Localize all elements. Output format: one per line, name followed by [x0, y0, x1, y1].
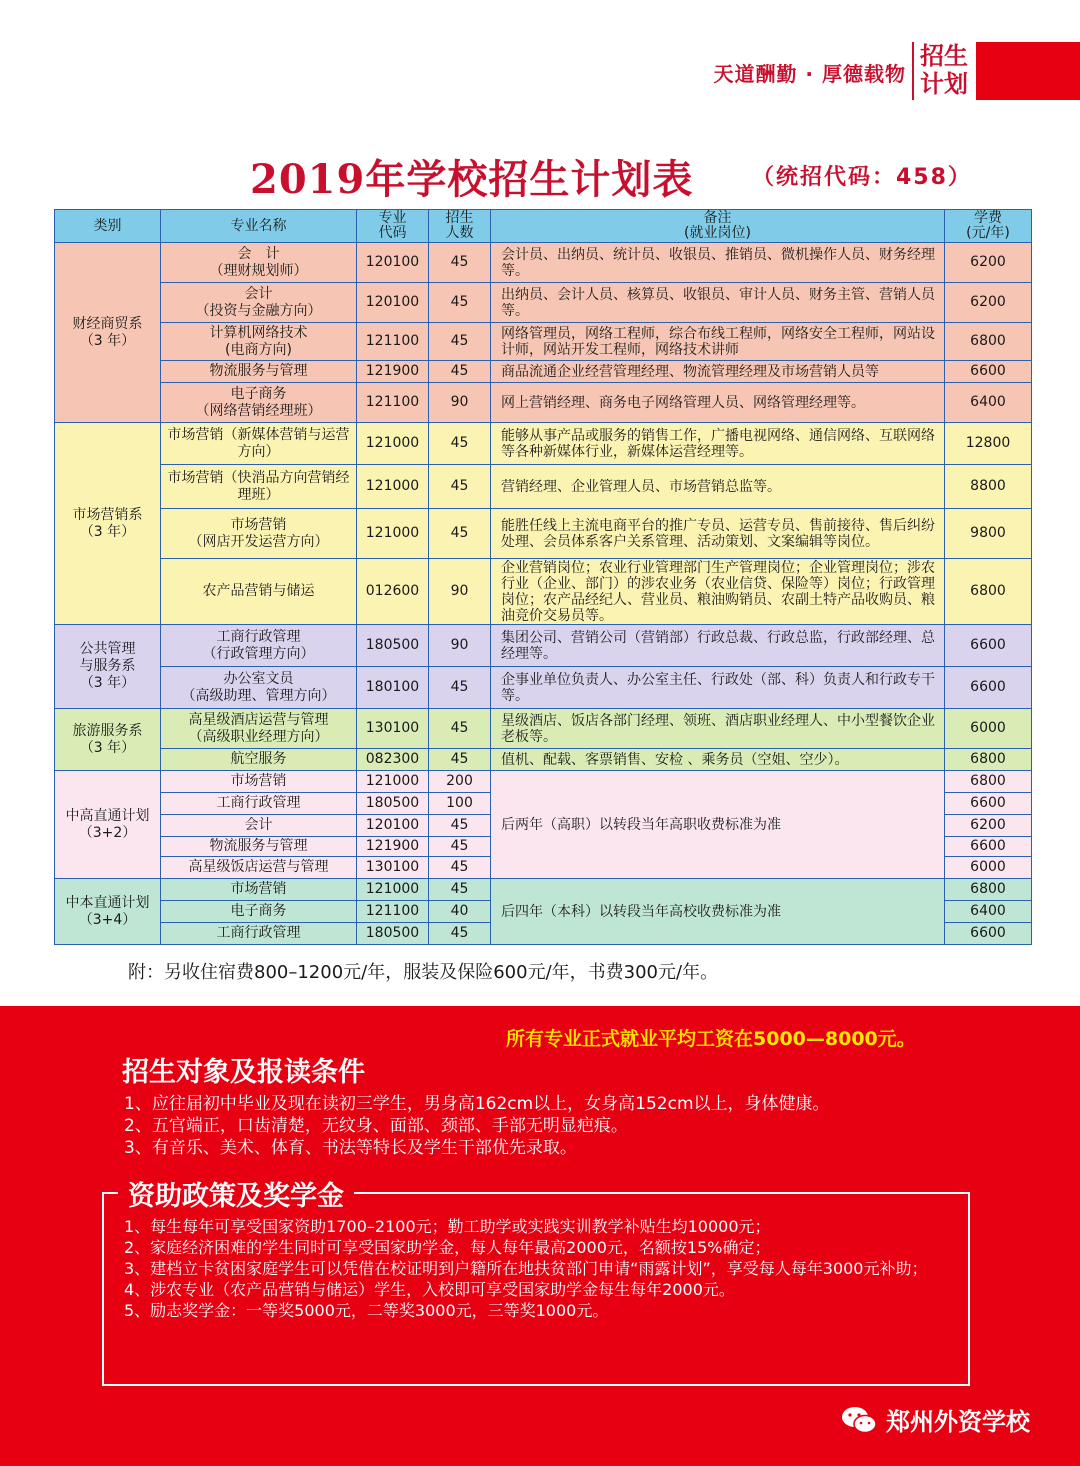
tuition-cell: 6600 [945, 837, 1032, 857]
enrollment-count-cell: 45 [429, 243, 491, 283]
table-row [55, 323, 1032, 361]
major-code-cell: 120100 [357, 815, 429, 837]
note-cell: 能够从事产品或服务的销售工作，广播电视网络、通信网络、互联网络等各种新媒体行业，新媒体运营经理等。 [491, 423, 945, 465]
tuition-cell: 6400 [945, 383, 1032, 423]
list-item: 5、励志奖学金：一等奖5000元，二等奖3000元，三等奖1000元。 [124, 1301, 609, 1320]
major-name-cell: 物流服务与管理 [161, 361, 357, 383]
enrollment-count-cell: 45 [429, 361, 491, 383]
enrollment-count-cell: 90 [429, 625, 491, 667]
note-cell: 网上营销经理、商务电子网络管理人员、网络管理经理等。 [491, 383, 945, 423]
note-cell: 值机、配载、客票销售、安检 、乘务员（空姐、空少）。 [491, 749, 945, 771]
major-name-cell: 电子商务 （网络营销经理班） [161, 383, 357, 423]
page-subtitle: （统招代码：458） [752, 165, 972, 190]
major-code-cell: 121000 [357, 879, 429, 901]
major-name-cell: 电子商务 [161, 901, 357, 923]
header-motto: 天道酬勤 · 厚德载物 [713, 62, 906, 86]
enrollment-count-cell: 100 [429, 793, 491, 815]
footnote: 附：另收住宿费800–1200元/年，服装及保险600元/年，书费300元/年。 [128, 962, 719, 983]
section2-title: 资助政策及奖学金 [118, 1174, 354, 1213]
note-cell: 商品流通企业经营管理经理、物流管理经理及市场营销人员等 [491, 361, 945, 383]
major-name-cell: 农产品营销与储运 [161, 559, 357, 625]
tuition-cell: 6800 [945, 559, 1032, 625]
column-header: 学费 (元/年) [945, 210, 1032, 243]
table-row [55, 423, 1032, 465]
category-cell: 中高直通计划 （3+2） [55, 771, 161, 879]
major-code-cell: 130100 [357, 709, 429, 749]
tuition-cell: 12800 [945, 423, 1032, 465]
tuition-cell: 9800 [945, 509, 1032, 559]
category-cell: 市场营销系 （3 年） [55, 423, 161, 625]
major-code-cell: 012600 [357, 559, 429, 625]
major-code-cell: 130100 [357, 857, 429, 879]
list-item: 2、家庭经济困难的学生同时可享受国家助学金，每人每年最高2000元，名额按15%确定； [124, 1238, 771, 1257]
note-cell: 企业营销岗位；农业行业管理部门生产管理岗位；企业管理岗位；涉农行业（企业、部门）的涉农业务（农业信贷、保险等）岗位；行政管理岗位；农产品经纪人、营业员、粮油购销员、农副土特产品收购员、粮油竞价交易员等。 [491, 559, 945, 625]
major-name-cell: 市场营销（新媒体营销与运营方向） [161, 423, 357, 465]
list-item: 4、涉农专业（农产品营销与储运）学生，入校即可享受国家助学金每生每年2000元。 [124, 1280, 735, 1299]
enrollment-count-cell: 45 [429, 667, 491, 709]
enrollment-count-cell: 90 [429, 383, 491, 423]
table-row [55, 667, 1032, 709]
note-cell: 后两年（高职）以转段当年高职收费标准为准 [491, 771, 945, 879]
major-name-cell: 市场营销 [161, 879, 357, 901]
note-cell: 能胜任线上主流电商平台的推广专员、运营专员、售前接待、售后纠纷处理、会员体系客户关系管理、活动策划、文案编辑等岗位。 [491, 509, 945, 559]
enrollment-count-cell: 45 [429, 879, 491, 901]
note-cell: 网络管理员，网络工程师，综合布线工程师，网络安全工程师，网站设计师，网站开发工程师，网络技术讲师 [491, 323, 945, 361]
table-row [55, 625, 1032, 667]
major-code-cell: 180500 [357, 923, 429, 945]
enrollment-count-cell: 45 [429, 465, 491, 509]
tuition-cell: 6200 [945, 243, 1032, 283]
note-cell: 出纳员、会计人员、核算员、收银员、审计人员、财务主管、营销人员等。 [491, 283, 945, 323]
enrollment-count-cell: 45 [429, 323, 491, 361]
column-header: 专业 代码 [357, 210, 429, 243]
tuition-cell: 6000 [945, 857, 1032, 879]
category-cell: 中本直通计划 （3+4） [55, 879, 161, 945]
major-name-cell: 办公室文员 （高级助理、管理方向） [161, 667, 357, 709]
major-code-cell: 121900 [357, 837, 429, 857]
list-item: 1、应往届初中毕业及现在读初三学生，男身高162cm以上，女身高152cm以上，身体健康。 [124, 1094, 830, 1114]
table-row [55, 283, 1032, 323]
major-name-cell: 工商行政管理 [161, 923, 357, 945]
header-divider [912, 42, 914, 100]
major-code-cell: 121100 [357, 383, 429, 423]
enrollment-count-cell: 45 [429, 709, 491, 749]
wechat-icon [840, 1405, 878, 1435]
tuition-cell: 6800 [945, 749, 1032, 771]
table-row [55, 509, 1032, 559]
major-code-cell: 121100 [357, 901, 429, 923]
header-red-block [976, 42, 1080, 100]
table-row [55, 383, 1032, 423]
enrollment-count-cell: 90 [429, 559, 491, 625]
major-code-cell: 082300 [357, 749, 429, 771]
list-item: 2、五官端正，口齿清楚，无纹身、面部、颈部、手部无明显疤痕。 [124, 1116, 628, 1136]
enrollment-count-cell: 40 [429, 901, 491, 923]
major-code-cell: 121900 [357, 361, 429, 383]
tuition-cell: 6600 [945, 361, 1032, 383]
enrollment-count-cell: 45 [429, 837, 491, 857]
header-tag-line1: 招生 [920, 41, 968, 70]
major-name-cell: 会 计 （理财规划师） [161, 243, 357, 283]
note-cell: 企事业单位负责人、办公室主任、行政处（部、科）负责人和行政专干等。 [491, 667, 945, 709]
major-name-cell: 市场营销 （网店开发运营方向） [161, 509, 357, 559]
table-row [55, 243, 1032, 283]
note-cell: 后四年（本科）以转段当年高校收费标准为准 [491, 879, 945, 945]
section1-list [124, 1093, 830, 1159]
category-cell: 公共管理 与服务系 （3 年） [55, 625, 161, 709]
enrollment-count-cell: 45 [429, 749, 491, 771]
table-row [55, 879, 1032, 901]
enrollment-table [54, 209, 1032, 945]
major-name-cell: 市场营销 [161, 771, 357, 793]
major-code-cell: 121000 [357, 509, 429, 559]
major-name-cell: 会计 [161, 815, 357, 837]
column-header: 类别 [55, 210, 161, 243]
table-row [55, 361, 1032, 383]
major-code-cell: 121000 [357, 423, 429, 465]
tuition-cell: 6600 [945, 793, 1032, 815]
major-name-cell: 工商行政管理 （行政管理方向） [161, 625, 357, 667]
note-cell: 集团公司、营销公司（营销部）行政总裁、行政总监，行政部经理、总经理等。 [491, 625, 945, 667]
major-name-cell: 计算机网络技术 (电商方向) [161, 323, 357, 361]
enrollment-count-cell: 45 [429, 423, 491, 465]
note-cell: 营销经理、企业管理人员、市场营销总监等。 [491, 465, 945, 509]
major-code-cell: 121000 [357, 771, 429, 793]
table-row [55, 749, 1032, 771]
enrollment-count-cell: 45 [429, 923, 491, 945]
major-name-cell: 物流服务与管理 [161, 837, 357, 857]
brand-name: 郑州外资学校 [886, 1408, 1030, 1436]
tuition-cell: 8800 [945, 465, 1032, 509]
major-code-cell: 180500 [357, 793, 429, 815]
enrollment-count-cell: 200 [429, 771, 491, 793]
enrollment-count-cell: 45 [429, 283, 491, 323]
enrollment-count-cell: 45 [429, 857, 491, 879]
enrollment-count-cell: 45 [429, 815, 491, 837]
major-code-cell: 180100 [357, 667, 429, 709]
major-code-cell: 121100 [357, 323, 429, 361]
category-cell: 旅游服务系 （3 年） [55, 709, 161, 771]
list-item: 3、有音乐、美术、体育、书法等特长及学生干部优先录取。 [124, 1138, 577, 1158]
major-name-cell: 市场营销（快消品方向营销经理班） [161, 465, 357, 509]
category-cell: 财经商贸系 （3 年） [55, 243, 161, 423]
major-name-cell: 高星级酒店运营与管理 （高级职业经理方向） [161, 709, 357, 749]
tuition-cell: 6400 [945, 901, 1032, 923]
column-header: 备注 (就业岗位) [491, 210, 945, 243]
header-tag [920, 42, 976, 100]
list-item: 3、建档立卡贫困家庭学生可以凭借在校证明到户籍所在地扶贫部门申请“雨露计划”，享受每人每年3000元补助； [124, 1259, 928, 1278]
major-code-cell: 120100 [357, 283, 429, 323]
major-name-cell: 工商行政管理 [161, 793, 357, 815]
tuition-cell: 6600 [945, 625, 1032, 667]
note-cell: 星级酒店、饭店各部门经理、领班、酒店职业经理人、中小型餐饮企业老板等。 [491, 709, 945, 749]
major-code-cell: 121000 [357, 465, 429, 509]
table-row [55, 709, 1032, 749]
enrollment-count-cell: 45 [429, 509, 491, 559]
wage-banner: 所有专业正式就业平均工资在5000—8000元。 [506, 1028, 916, 1050]
section2-list [124, 1216, 954, 1321]
list-item: 1、每生每年可享受国家资助1700–2100元；勤工助学或实践实训教学补贴生均10000元； [124, 1217, 771, 1236]
table-row [55, 559, 1032, 625]
table-header-row [55, 210, 1032, 243]
tuition-cell: 6000 [945, 709, 1032, 749]
tuition-cell: 6600 [945, 667, 1032, 709]
header-tag-line2: 计划 [920, 69, 968, 98]
major-name-cell: 会计 （投资与金融方向） [161, 283, 357, 323]
column-header: 招生 人数 [429, 210, 491, 243]
major-name-cell: 高星级饭店运营与管理 [161, 857, 357, 879]
major-code-cell: 180500 [357, 625, 429, 667]
tuition-cell: 6800 [945, 323, 1032, 361]
brand [840, 1402, 1030, 1437]
table-row [55, 465, 1032, 509]
tuition-cell: 6200 [945, 283, 1032, 323]
tuition-cell: 6200 [945, 815, 1032, 837]
note-cell: 会计员、出纳员、统计员、收银员、推销员、微机操作人员、财务经理等。 [491, 243, 945, 283]
tuition-cell: 6800 [945, 879, 1032, 901]
table-row [55, 771, 1032, 793]
major-code-cell: 120100 [357, 243, 429, 283]
tuition-cell: 6600 [945, 923, 1032, 945]
major-name-cell: 航空服务 [161, 749, 357, 771]
column-header: 专业名称 [161, 210, 357, 243]
section1-title: 招生对象及报读条件 [122, 1057, 365, 1088]
page-title: 2019年学校招生计划表 [250, 156, 694, 203]
tuition-cell: 6800 [945, 771, 1032, 793]
